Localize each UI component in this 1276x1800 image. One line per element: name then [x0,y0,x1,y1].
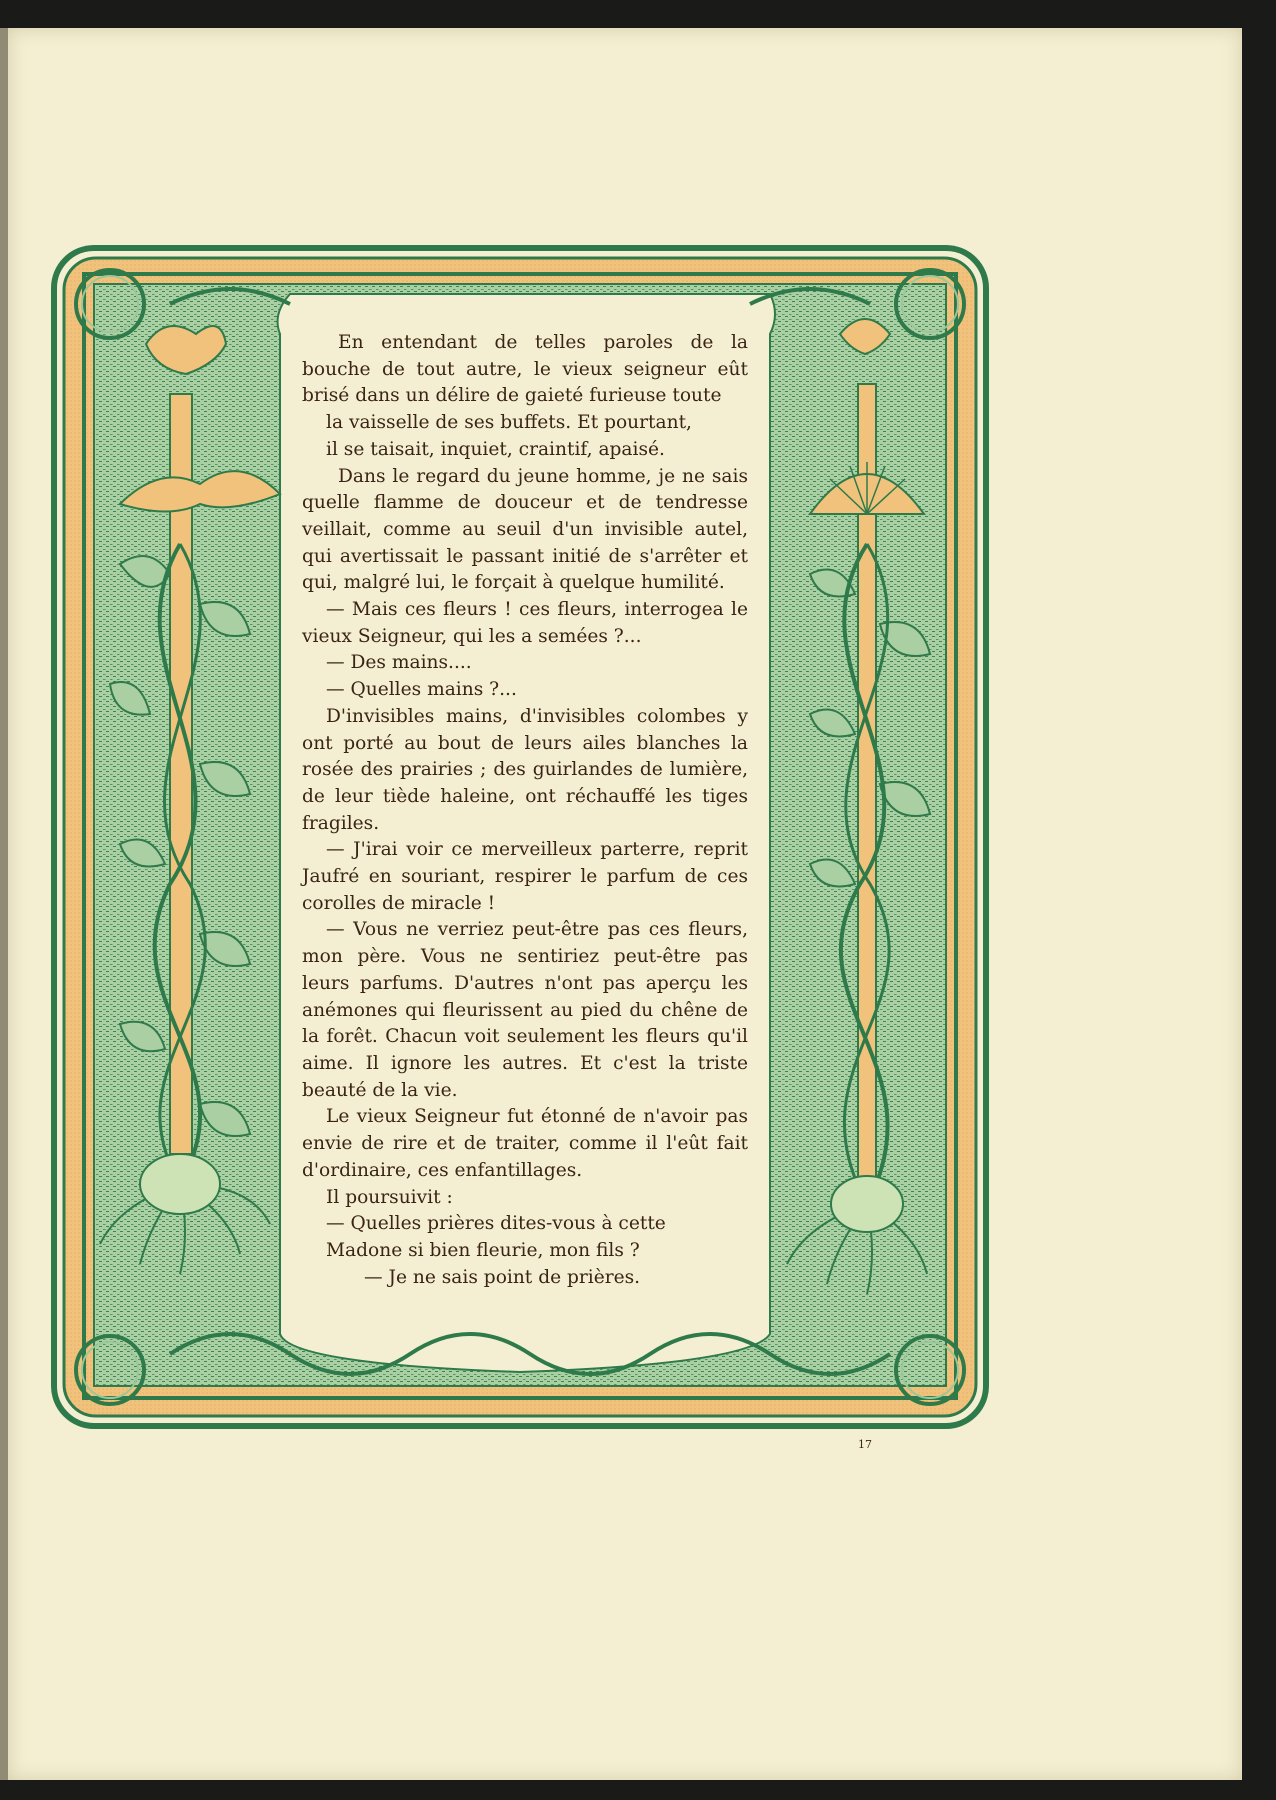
paragraph-2: Dans le regard du jeune homme, je ne sais quelle flamme de douceur et de tendresse veillait, comme au seuil d'un invisible autel, qui avertissait le passant initié de s'arrêter et qui, malgré lui, le forçait à quelque humilité. [302,465,748,594]
paragraph-9: Le vieux Seigneur fut étonné de n'avoir pas envie de rire et de traiter, comme il l'eût fait d'ordinaire, ces enfantillages. [302,1106,748,1181]
page-number: 17 [858,1438,872,1451]
story-text [302,330,748,1291]
paragraph-4: — Des mains.... [326,652,472,674]
paragraph-10: Il poursuivit : [326,1186,453,1208]
paragraph-12: — Je ne sais point de prières. [364,1266,641,1288]
paragraph-1-end: il se taisait, inquiet, craintif, apaisé. [326,438,665,460]
paragraph-8: — Vous ne verriez peut-être pas ces fleurs, mon père. Vous ne sentiriez peut-être pas leurs parfums. D'autres n'ont pas aperçu les anémones qui fleurissent au pied du chêne de la forêt. Chacun voit seulement les fleurs qu'il aime. Il ignore les autres. Et c'est la triste beauté de la vie. [302,919,748,1101]
paragraph-1-line: la vaisselle de ses buffets. Et pourtant, [326,412,692,434]
book-gutter [0,28,8,1780]
paragraph-11-end: Madone si bien fleurie, mon fils ? [326,1239,640,1261]
paragraph-11: — Quelles prières dites-vous à cette [326,1213,666,1235]
paragraph-1: En entendant de telles paroles de la bouche de tout autre, le vieux seigneur eût brisé dans un délire de gaieté furieuse toute [302,332,748,407]
paragraph-7: — J'irai voir ce merveilleux parterre, reprit Jaufré en souriant, respirer le parfum de ces corolles de miracle ! [302,839,748,914]
paragraph-5: — Quelles mains ?... [326,679,517,701]
paragraph-3: — Mais ces fleurs ! ces fleurs, interrogea le vieux Seigneur, qui les a semées ?... [302,599,748,647]
paragraph-6: D'invisibles mains, d'invisibles colombes y ont porté au bout de leurs ailes blanches la rosée des prairies ; des guirlandes de lumière, de leur tiède haleine, ont réchauffé les tiges fragiles. [302,705,748,834]
